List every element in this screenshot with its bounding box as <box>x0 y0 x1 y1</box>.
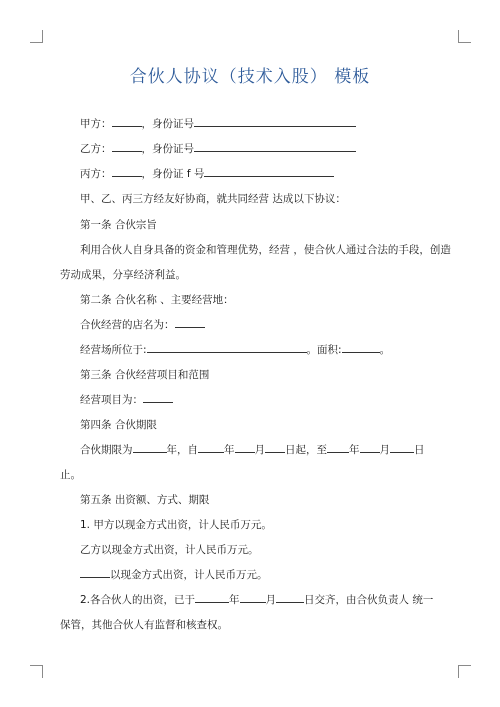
clause-2-continuation: 保管，其他合伙人有监督和核查权。 <box>60 619 228 631</box>
location-label: 经营场所位于: <box>80 344 147 356</box>
document-title: 合伙人协议（技术入股） 模板 <box>129 67 371 87</box>
id-label: ，身份证号 <box>141 118 194 130</box>
area-end: 。 <box>379 344 391 356</box>
article-1-text-line-1: 利用合伙人自身具备的资金和管理优势，经营 ，使合伙人通过合法的手段，创造 <box>80 244 451 256</box>
clause-2-month-blank[interactable] <box>240 592 266 603</box>
intro-paragraph: 甲、乙、丙三方经友好协商，就共同经营 达成以下协议： <box>80 193 346 205</box>
article-4-heading: 第四条 合伙期限 <box>80 419 157 431</box>
contribution-3: 以现金方式出资，计人民币万元。 <box>110 569 268 581</box>
clause-2-start: 2.各合伙人的出资，已于 <box>80 594 196 606</box>
party-b-label: 乙方： <box>80 143 112 155</box>
clause-2-month: 月 <box>265 594 277 606</box>
party-c-name-blank[interactable] <box>112 166 142 177</box>
clause-2-end: 日交齐，由合伙负责人 统一 <box>304 594 434 606</box>
clause-2-year-blank[interactable] <box>195 592 229 603</box>
term-month-2: 月 <box>379 444 390 456</box>
end-year-blank[interactable] <box>327 442 349 453</box>
clause-2-line <box>80 592 433 607</box>
party-c-label: 丙方： <box>80 168 112 180</box>
term-year-from: 年，自 <box>166 444 198 456</box>
crop-mark-bottom-right <box>458 665 471 678</box>
party-a-name-blank[interactable] <box>112 116 142 127</box>
article-3-heading: 第三条 合伙经营项目和范围 <box>80 369 210 381</box>
term-yr-2: 年 <box>349 444 360 456</box>
term-label: 合伙期限为 <box>80 444 133 456</box>
party-a-id-blank[interactable] <box>194 116 356 127</box>
end-month-blank[interactable] <box>360 442 380 453</box>
term-line <box>80 442 425 457</box>
contribution-1: 1. 甲方以现金方式出资，计人民币万元。 <box>80 519 272 531</box>
shop-name-label: 合伙经营的店名为： <box>80 319 175 331</box>
shop-name-line <box>80 317 205 332</box>
contribution-2: 乙方以现金方式出资，计人民币万元。 <box>80 544 259 556</box>
party-a-line <box>80 116 356 131</box>
start-year-blank[interactable] <box>198 442 224 453</box>
term-day: 日 <box>414 444 425 456</box>
party-c-contrib-blank[interactable] <box>80 567 110 578</box>
crop-mark-top-left <box>30 30 43 43</box>
article-2-heading: 第二条 合伙名称 、主要经营地： <box>80 294 234 306</box>
id-label-c: ，身份证 f 号 <box>141 168 205 180</box>
term-start: 日起，至 <box>285 444 327 456</box>
term-month: 月 <box>254 444 265 456</box>
contribution-3-line <box>80 567 268 582</box>
start-month-blank[interactable] <box>235 442 255 453</box>
end-day-blank[interactable] <box>390 442 414 453</box>
clause-2-day-blank[interactable] <box>276 592 304 603</box>
area-label: 。面积: <box>306 344 342 356</box>
location-line <box>80 342 390 357</box>
party-b-line <box>80 141 356 156</box>
project-label: 经营项目为： <box>80 394 143 406</box>
project-line <box>80 392 173 407</box>
party-c-id-blank[interactable] <box>204 166 334 177</box>
term-end: 止。 <box>60 469 81 481</box>
shop-name-blank[interactable] <box>175 317 205 328</box>
clause-2-year: 年 <box>229 594 240 606</box>
party-b-name-blank[interactable] <box>112 141 142 152</box>
location-blank[interactable] <box>147 342 307 353</box>
party-a-label: 甲方： <box>80 118 112 130</box>
party-c-line <box>80 166 334 181</box>
article-5-heading: 第五条 出资额、方式、期限 <box>80 494 210 506</box>
area-blank[interactable] <box>342 342 380 353</box>
id-label: ，身份证号 <box>141 143 194 155</box>
project-blank[interactable] <box>143 392 173 403</box>
article-1-heading: 第一条 合伙宗旨 <box>80 219 157 231</box>
party-b-id-blank[interactable] <box>194 141 356 152</box>
article-1-text-line-2: 劳动成果，分享经济利益。 <box>60 269 186 281</box>
term-yr: 年 <box>224 444 235 456</box>
term-years-blank[interactable] <box>133 442 167 453</box>
crop-mark-bottom-left <box>30 665 43 678</box>
start-day-blank[interactable] <box>265 442 285 453</box>
crop-mark-top-right <box>458 30 471 43</box>
